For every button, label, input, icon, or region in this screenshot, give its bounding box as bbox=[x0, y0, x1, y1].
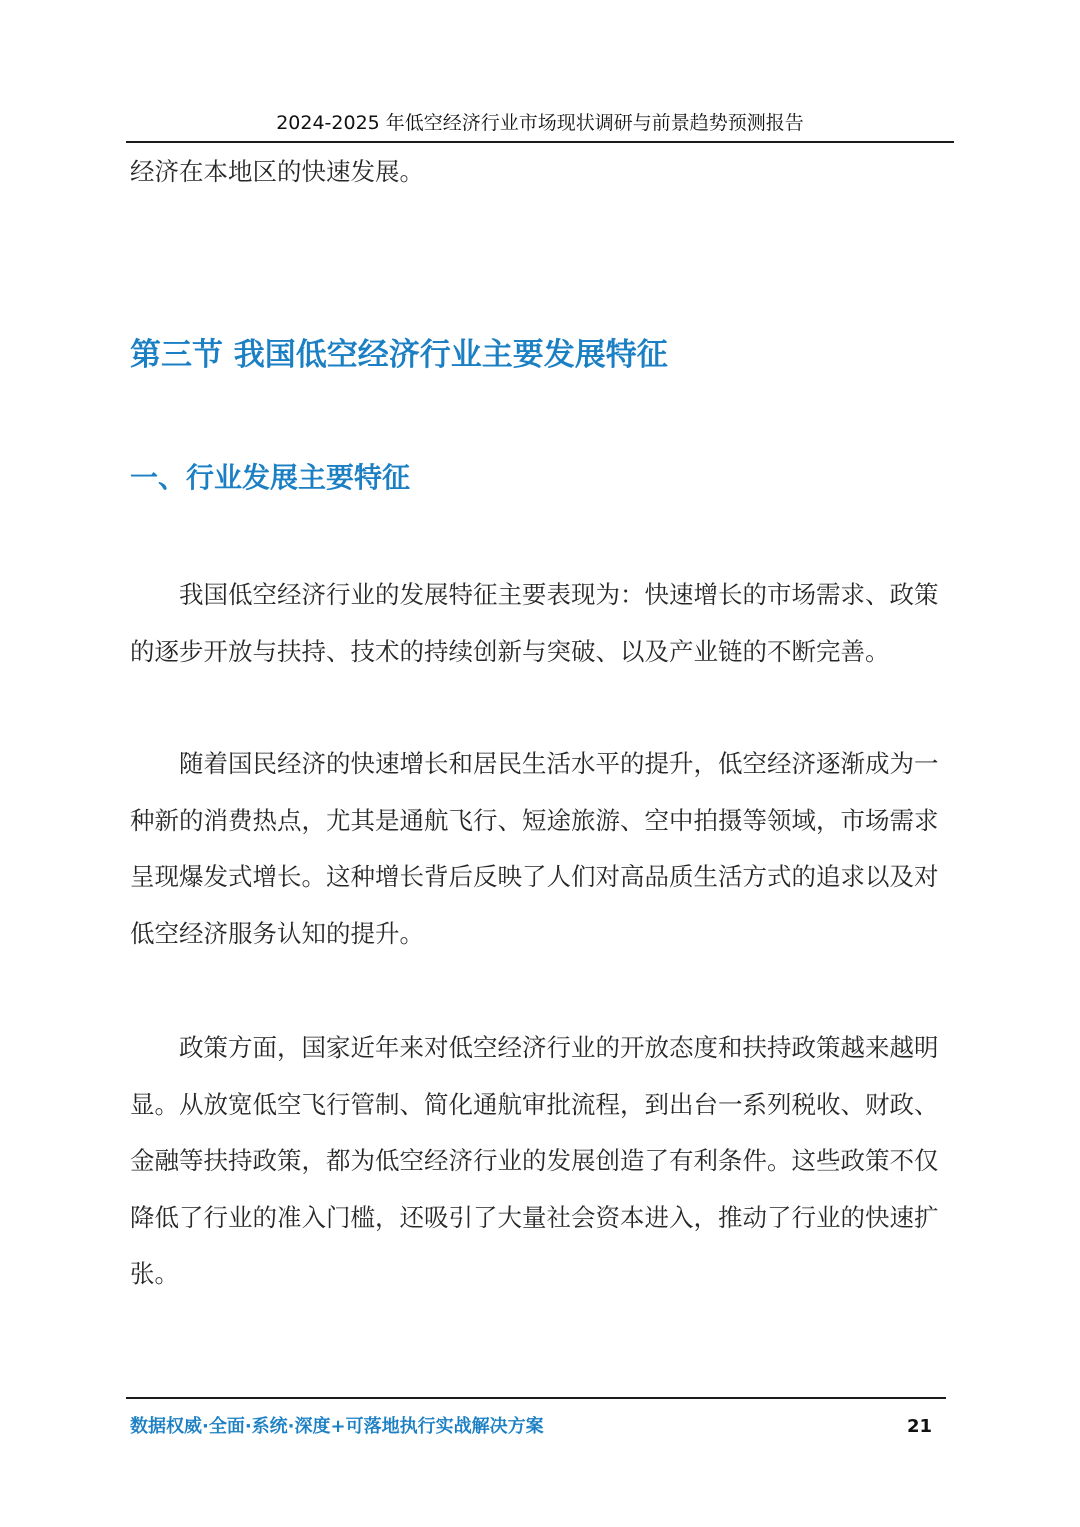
header-divider bbox=[126, 141, 954, 143]
sub-heading: 一、行业发展主要特征 bbox=[130, 461, 411, 494]
paragraph-consumer-demand: 随着国民经济的快速增长和居民生活水平的提升，低空经济逐渐成为一种新的消费热点，尤其是通航飞行、短途旅游、空中拍摄等领域，市场需求呈现爆发式增长。这种增长背后反映了人们对高品质生活方式的追求以及对低空经济服务认知的提升。 bbox=[130, 749, 939, 948]
footer-divider bbox=[126, 1397, 946, 1399]
continuation-text: 经济在本地区的快速发展。 bbox=[130, 157, 424, 186]
paragraph-policy: 政策方面，国家近年来对低空经济行业的开放态度和扶持政策越来越明显。从放宽低空飞行管制、简化通航审批流程，到出台一系列税收、财政、金融等扶持政策，都为低空经济行业的发展创造了有利条件。这些政策不仅降低了行业的准入门槛，还吸引了大量社会资本进入，推动了行业的快速扩张。 bbox=[130, 1033, 939, 1288]
section-heading: 第三节 我国低空经济行业主要发展特征 bbox=[130, 337, 668, 373]
page-number: 21 bbox=[906, 1416, 932, 1437]
footer-slogan: 数据权威·全面·系统·深度+可落地执行实战解决方案 bbox=[130, 1416, 544, 1437]
report-title: 2024-2025 年低空经济行业市场现状调研与前景趋势预测报告 bbox=[276, 112, 804, 134]
paragraph-market-features: 我国低空经济行业的发展特征主要表现为：快速增长的市场需求、政策的逐步开放与扶持、技术的持续创新与突破、以及产业链的不断完善。 bbox=[130, 580, 939, 666]
